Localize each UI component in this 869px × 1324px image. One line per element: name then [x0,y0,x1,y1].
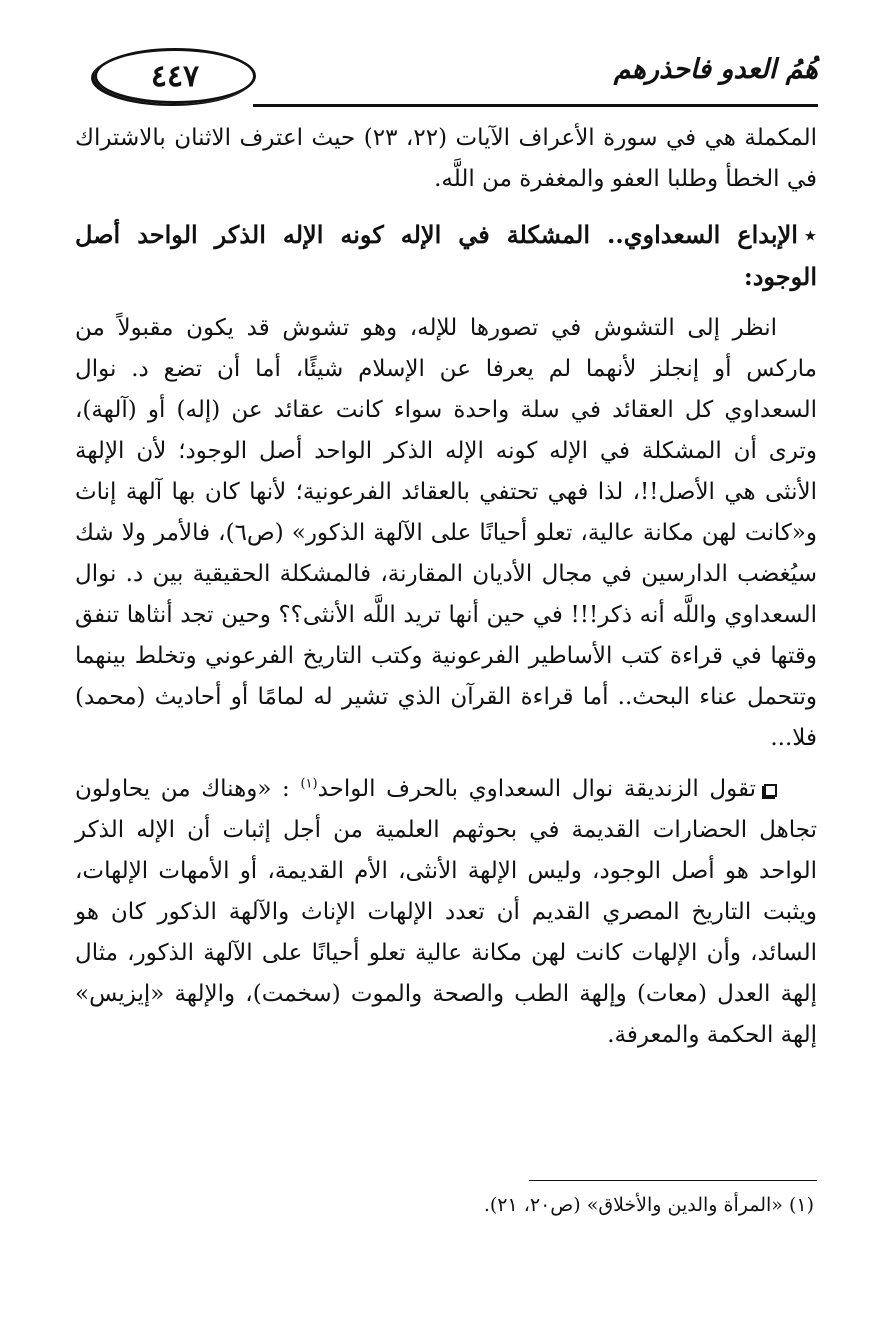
box-bullet-icon [764,784,777,797]
quote-lead: تقول الزنديقة نوال السعداوي بالحرف الواحد [317,776,757,802]
star-icon: ٭ [803,221,817,249]
page-header [88,42,818,108]
paragraph-quote [75,769,817,1056]
header-rule [253,104,818,107]
footnote-reference: (١) [300,776,318,792]
footnote: (١) «المرأة والدين والأخلاق» (ص٢٠، ٢١). [483,1194,814,1216]
main-text [75,118,817,1056]
footnote-rule [529,1180,817,1181]
page-number: ٤٤٧ [150,58,200,94]
running-title: هُمُ العدو فاحذرهم [613,54,818,85]
page-number-oval [94,48,256,104]
paragraph-analysis: انظر إلى التشوش في تصورها للإله، وهو تشوش قد يكون مقبولاً من ماركس أو إنجلز لأنهما لم يعرفا عن الإسلام شيئًا، أما أن تضع د. نوال السعداوي كل العقائد في سلة واحدة سواء كانت عقائد عن (إله) أو (آلهة)، وترى أن المشكلة في الإله كونه الإله الذكر الواحد أصل الوجود؛ لأن الإلهة الأنثى هي الأصل!!، لذا فهي تحتفي بالعقائد الفرعونية؛ لأنها كان بها آلهة إناث و«كانت لهن مكانة عالية، تعلو أحيانًا على الآلهة الذكور» (ص٦)، فالأمر ولا شك سيُغضب الدارسين في مجال الأديان المقارنة، فالمشكلة الحقيقية بين د. نوال السعداوي واللَّه أنه ذكر!!! في حين أنها تريد اللَّه الأنثى؟؟ وحين تجد أنثاها تنفق وقتها في قراءة كتب الأساطير الفرعونية وكتب التاريخ الفرعوني وتخلط بينهما وتتحمل عناء البحث.. أما قراءة القرآن الذي تشير له لمامًا أو أحاديث (محمد) فلا... [75,315,817,751]
paragraph-continuation: المكملة هي في سورة الأعراف الآيات (٢٢، ٢٣) حيث اعترف الاثنان بالاشتراك في الخطأ وطلبا العفو والمغفرة من اللَّه. [75,125,818,192]
section-heading [75,214,817,298]
quote-text: : «وهناك من يحاولون تجاهل الحضارات القديمة في بحوثهم العلمية من أجل إثبات أن الإله الذكر الواحد هو أصل الوجود، وليس الإلهة الأنثى، الأم القديمة، أو الأمهات الإلهات، ويثبت التاريخ المصري القديم أن تعدد الإلهات الإناث والآلهة الذكور كان هو السائد، وأن الإلهات كانت لهن مكانة عالية تعلو أحيانًا على الآلهة الذكور، مثال إلهة العدل (معات) وإلهة الطب والصحة والموت (سخمت)، والإلهة «إيزيس» إلهة الحكمة والمعرفة. [75,776,817,1048]
section-heading-text: الإبداع السعداوي.. المشكلة في الإله كونه الإله الذكر الواحد أصل الوجود: [75,220,817,291]
